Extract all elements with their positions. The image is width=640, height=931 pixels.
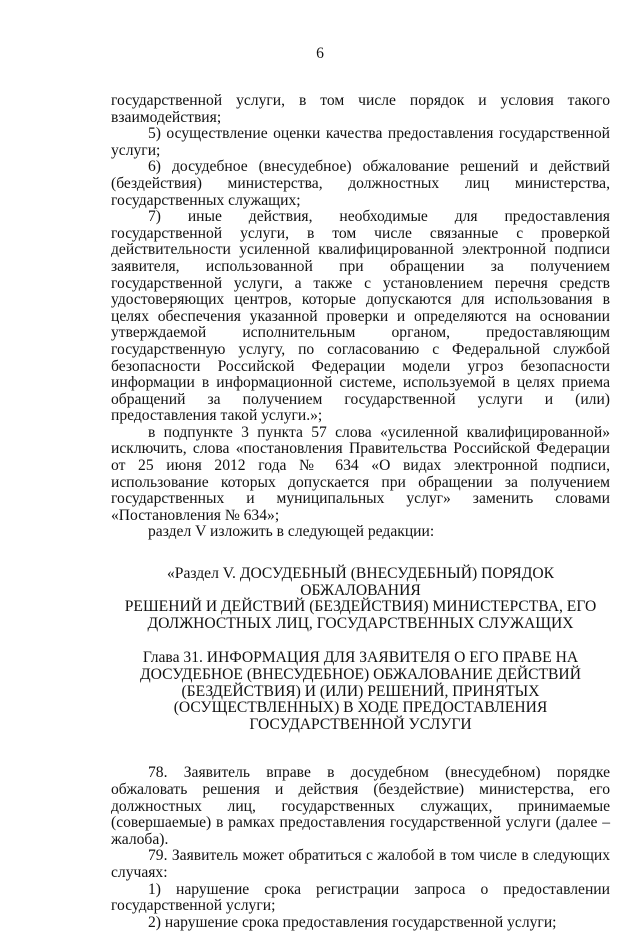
chapter-heading-line: ГОСУДАРСТВЕННОЙ УСЛУГИ [249,715,472,733]
list-item-6: 6) досудебное (внесудебное) обжалование решений и действий (бездействия) министерства, должностных лиц министерства, государственных служащих; [111,158,610,209]
paragraph-78: 78. Заявитель вправе в досудебном (внесудебном) порядке обжаловать решения и действия (бездействие) министерства, его должностных лиц, государственных служащих, принимаемые (совершаемые) в рамках предоставления государственной услуги (далее – жалоба). [111,764,610,848]
section-heading-line: РЕШЕНИЙ И ДЕЙСТВИЙ (БЕЗДЕЙСТВИЯ) МИНИСТЕРСТВА, ЕГО [124,598,597,616]
page-number: 6 [316,45,324,62]
list-item-7: 7) иные действия, необходимые для предоставления государственной услуги, в том числе связанные с проверкой действительности усиленной квалифицированной электронной подписи заявителя, использованной при обращении за получением государственной услуги, а также с установлением перечня средств удостоверяющих центров, которые допускаются для использования в целях обеспечения указанной проверки и определяются на основании утверждаемой исполнительным органом, предоставляющим государственную услугу, по согласованию с Федеральной службой безопасности Российской Федерации модели угроз безопасности информации в информационной системе, используемой в целях приема обращений за получением государственной услуги и (или) предоставления такой услуги.»; [111,208,610,425]
section-heading-line: «Раздел V. ДОСУДЕБНЫЙ (ВНЕСУДЕБНЫЙ) ПОРЯДОК ОБЖАЛОВАНИЯ [166,565,555,599]
chapter-heading-line: ДОСУДЕБНОЕ (ВНЕСУДЕБНОЕ) ОБЖАЛОВАНИЕ ДЕЙСТВИЙ [140,666,581,683]
section-heading [111,566,610,632]
chapter-heading-line: (БЕЗДЕЙСТВИЯ) И (ИЛИ) РЕШЕНИЙ, ПРИНЯТЫХ [181,682,540,700]
paragraph-79: 79. Заявитель может обратиться с жалобой в том числе в следующих случаях: [111,847,610,881]
list-item-1: 1) нарушение срока регистрации запроса о предоставлении государственной услуги; [111,880,610,915]
section-heading-line: ДОЛЖНОСТНЫХ ЛИЦ, ГОСУДАРСТВЕННЫХ СЛУЖАЩИХ [147,614,574,632]
list-item-2: 2) нарушение срока предоставления государственной услуги; [148,913,557,931]
section-intro: раздел V изложить в следующей редакции: [148,523,435,541]
chapter-heading-line: Глава 31. ИНФОРМАЦИЯ ДЛЯ ЗАЯВИТЕЛЯ О ЕГО ПРАВЕ НА [142,649,579,667]
chapter-heading-line: (ОСУЩЕСТВЛЕННЫХ) В ХОДЕ ПРЕДОСТАВЛЕНИЯ [173,699,548,717]
amendment-paragraph: в подпункте 3 пункта 57 слова «усиленной квалифицированной» исключить, слова «постановления Правительства Российской Федерации от 25 июня 2012 года № 634 «О видах электронной подписи, использование которых допускается при обращении за получением государственных и муниципальных услуг» заменить словами «Постановления № 634»; [111,423,610,524]
document-body [111,93,610,931]
list-item-5: 5) осуществление оценки качества предоставления государственной услуги; [111,125,610,159]
paragraph-continuation: государственной услуги, в том числе порядок и условия такого взаимодействия; [111,92,610,126]
spacer [111,733,610,765]
chapter-heading [111,650,610,733]
